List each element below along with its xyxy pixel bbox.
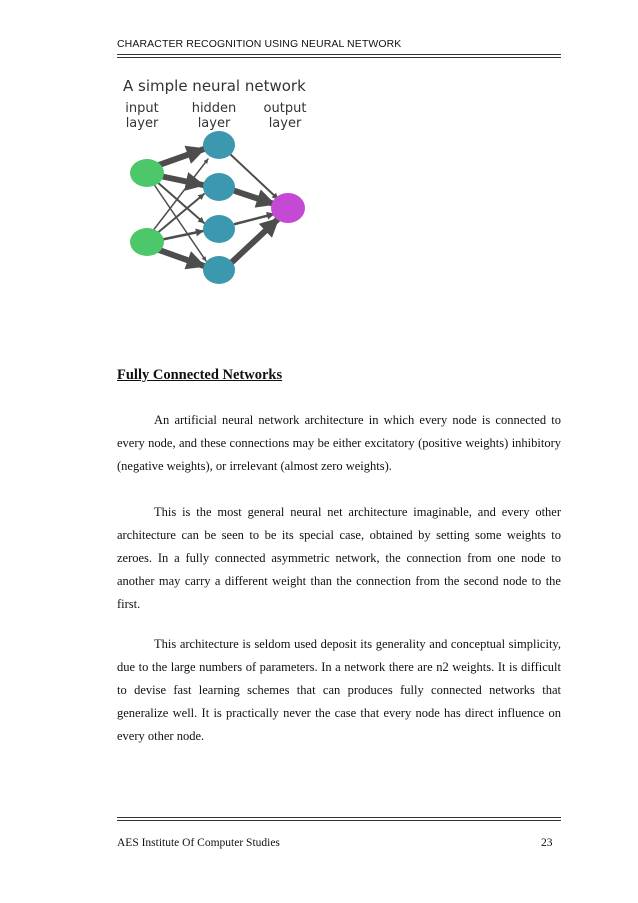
footer-rule-bottom [117, 820, 561, 821]
header-rule-bottom [117, 57, 561, 58]
hidden-node-2 [203, 173, 235, 201]
network-nodes [130, 131, 305, 284]
paragraph-1: An artificial neural network architecture in which every node is connected to every node, and these connections may be either excitatory (positive weights) inhibitory (negative weights), or irrelevant (almost zero weights). [117, 413, 561, 473]
paragraph-2: This is the most general neural net architecture imaginable, and every other architecture can be seen to be its special case, obtained by setting some weights to zeroes. In a fully connected asymmetric network, the connection from one node to another may carry a different weight than the connection from the second node to the first. [117, 505, 561, 611]
hidden-node-4 [203, 256, 235, 284]
footer-institute: AES Institute Of Computer Studies [117, 837, 280, 849]
edge-in2-h2 [155, 194, 204, 235]
edge-h4-out [231, 219, 278, 263]
output-node [271, 193, 305, 223]
output-layer-label-line2: layer [268, 116, 302, 131]
section-heading: Fully Connected Networks [117, 367, 283, 383]
input-node-2 [130, 228, 164, 256]
footer-rule-top [117, 817, 561, 818]
hidden-node-1 [203, 131, 235, 159]
hidden-layer-label-line2: layer [197, 116, 231, 131]
connection-edges [152, 149, 278, 266]
edge-in2-h3 [160, 231, 203, 240]
hidden-node-3 [203, 215, 235, 243]
edge-in1-h1 [159, 149, 204, 165]
edge-h3-out [235, 214, 274, 224]
paragraph-3: This architecture is seldom used deposit its generality and conceptual simplicity, due to the large numbers of parameters. In a network there are n2 weights. It is difficult to devise fast learning schemes that can produces fully connected networks that generalize well. It is practically never the case that every node has direct influence on every other node. [117, 637, 561, 743]
diagram-title: A simple neural network [123, 77, 306, 95]
input-node-1 [130, 159, 164, 187]
input-layer-label-line1: input [125, 101, 159, 116]
neural-network-diagram [112, 72, 322, 297]
page-number: 23 [541, 837, 553, 849]
edge-in2-h4 [159, 250, 204, 266]
hidden-layer-label-line1: hidden [191, 101, 237, 116]
running-header: CHARACTER RECOGNITION USING NEURAL NETWORK [117, 38, 402, 50]
edge-in1-h2 [160, 176, 203, 185]
input-layer-label-line2: layer [125, 116, 159, 131]
edge-h2-out [235, 191, 274, 204]
header-rule-top [117, 54, 561, 55]
output-layer-label-line1: output [263, 101, 307, 116]
